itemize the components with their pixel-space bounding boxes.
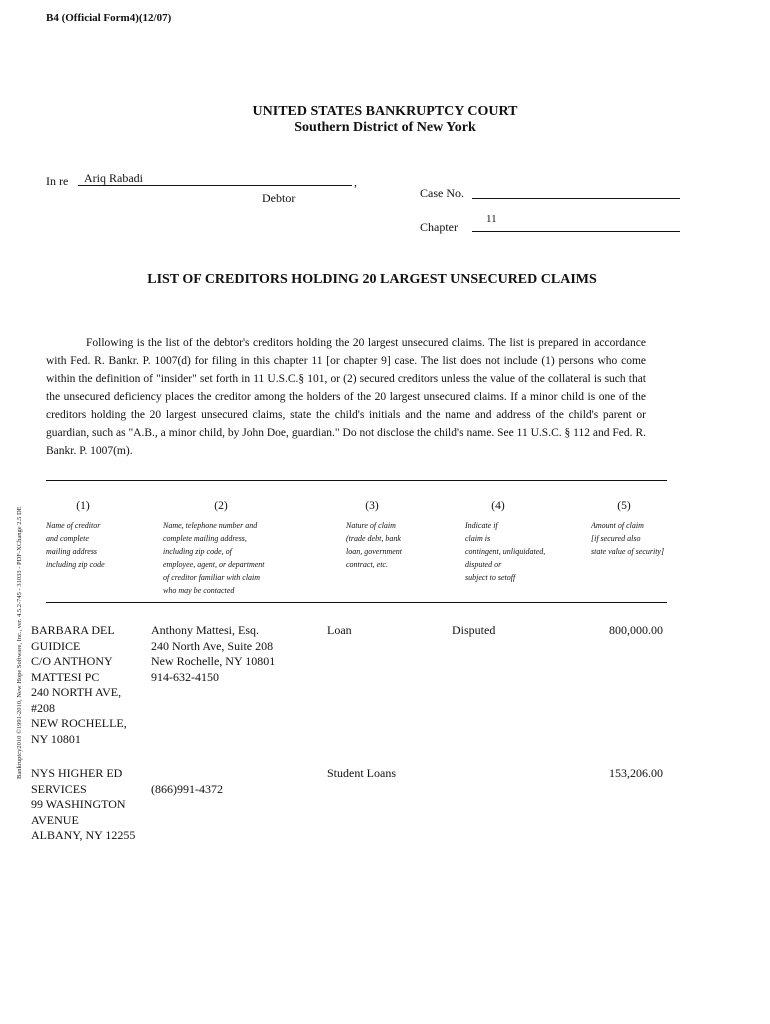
debtor-name: Ariq Rabadi [84, 171, 143, 185]
column-description-contact: Name, telephone number and complete mailing address, including zip code, of employee, agent, or department of creditor familiar with claim who may be contacted [163, 521, 265, 595]
column-number-2: (2) [214, 500, 228, 512]
document-title: LIST OF CREDITORS HOLDING 20 LARGEST UNSECURED CLAIMS [147, 272, 597, 287]
claim-amount: 153,206.00 [609, 766, 663, 780]
software-footer-vertical: Bankruptcy2010 ©1991-2010, New Hope Software, Inc., ver. 4.5.2-745 - 31033 - PDF-XChange 2.5 DE [16, 506, 23, 779]
column-number-1: (1) [76, 500, 90, 512]
case-number-label: Case No. [420, 186, 464, 200]
creditor-contact: (866)991-4372 [151, 781, 223, 796]
chapter-label: Chapter [420, 220, 458, 234]
caption-comma: , [354, 175, 357, 189]
court-district: Southern District of New York [294, 120, 476, 135]
column-description-creditor: Name of creditor and complete mailing address including zip code [46, 521, 105, 569]
column-number-4: (4) [491, 500, 505, 512]
column-description-nature: Nature of claim (trade debt, bank loan, government contract, etc. [346, 521, 402, 569]
column-description-indicator: Indicate if claim is contingent, unliquidated, disputed or subject to setoff [465, 521, 546, 582]
chapter-value: 11 [486, 213, 497, 225]
table-header-rule [46, 602, 667, 603]
form-identifier: B4 (Official Form4)(12/07) [46, 12, 172, 24]
case-number-field [472, 198, 680, 199]
column-description-amount: Amount of claim [if secured also state value of security] [591, 521, 665, 556]
creditor-contact: Anthony Mattesi, Esq. 240 North Ave, Suite 208 New Rochelle, NY 10801 914-632-4150 [151, 623, 276, 684]
creditor-name-address: BARBARA DEL GUIDICE C/O ANTHONY MATTESI PC 240 NORTH AVE, #208 NEW ROCHELLE, NY 10801 [31, 623, 127, 746]
table-top-rule [46, 480, 667, 481]
claim-nature: Loan [327, 623, 352, 637]
debtor-label: Debtor [262, 191, 296, 205]
claim-nature: Student Loans [327, 766, 396, 780]
in-re-label: In re [46, 174, 69, 188]
claim-amount: 800,000.00 [609, 623, 663, 637]
creditor-name-address: NYS HIGHER ED SERVICES 99 WASHINGTON AVENUE ALBANY, NY 12255 [31, 766, 136, 842]
column-number-3: (3) [365, 500, 379, 512]
chapter-field-line [472, 231, 680, 232]
instructions-paragraph: Following is the list of the debtor's creditors holding the 20 largest unsecured claims. The list is prepared in accordance with Fed. R. Bankr. P. 1007(d) for filing in this chapter 11 [or chapter 9] case. The list does not include (1) persons who come within the definition of "insider" set forth in 11 U.S.C.§ 101, or (2) secured creditors unless the value of the collateral is such that the unsecured deficiency places the creditor among the holders of the 20 largest unsecured claims. If a minor child is one of the creditors holding the 20 largest unsecured claims, state the child's initials and the name and address of the child's parent or guardian, such as "A.B., a minor child, by John Doe, guardian." Do not disclose the child's name. See 11 U.S.C. § 112 and Fed. R. Bankr. P. 1007(m). [46, 337, 646, 457]
court-name: UNITED STATES BANKRUPTCY COURT [252, 104, 518, 119]
claim-indicator: Disputed [452, 623, 496, 637]
column-number-5: (5) [617, 500, 631, 512]
